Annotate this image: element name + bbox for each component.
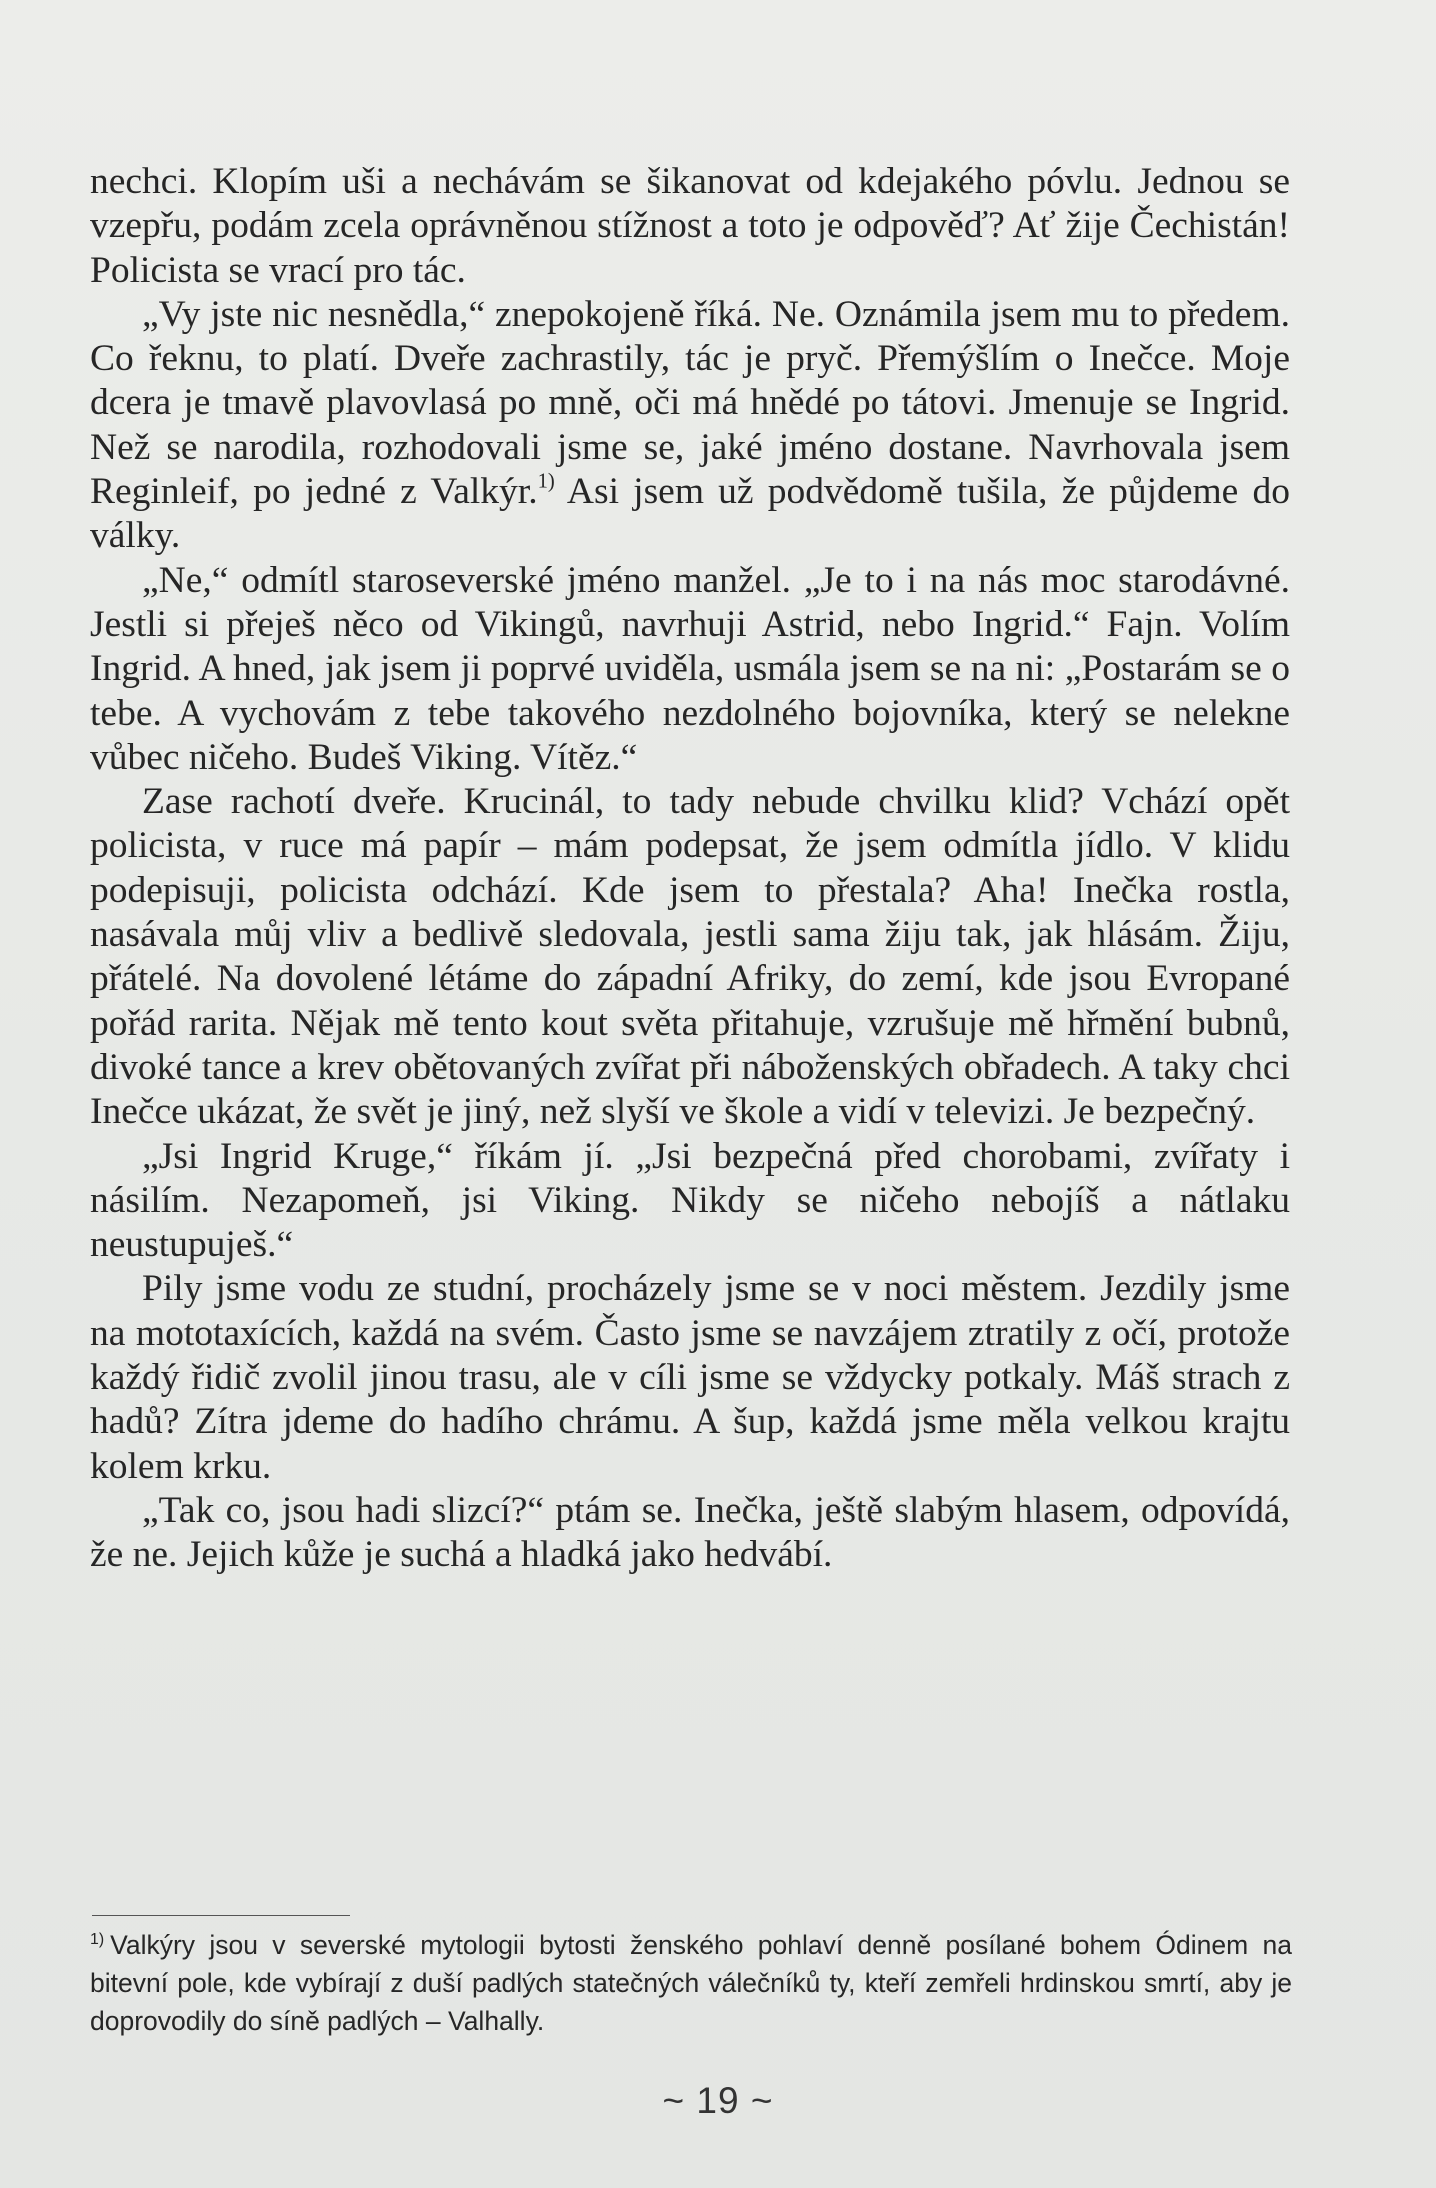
- footnote-reference[interactable]: 1): [537, 470, 555, 493]
- paragraph-1: [90, 160, 1290, 293]
- footnote-paragraph: [90, 1926, 1292, 2040]
- paragraph-2-text: „Vy jste nic nesnědla,“ znepokojeně říká. Ne. Oznámila jsem mu to předem. Co řeknu, to platí. Dveře zachrastily, tác je pryč. Přemýšlím o Inečce. Moje dcera je tmavě plavovlasá po mně, oči má hnědé po tátovi. Jmenuje se Ingrid. Než se narodila, rozhodovali jsme se, jaké jméno dostane. Navrhovala jsem Reginleif, po jedné z Valkýr.: [90, 293, 1290, 513]
- body-text: [90, 160, 1290, 1578]
- page-number: ~ 19 ~: [662, 2080, 774, 2121]
- paragraph-1-text: nechci. Klopím uši a nechávám se šikanovat od kdejakého póvlu. Jednou se vzepřu, podám zcela oprávněnou stížnost a toto je odpověď? Ať žije Čechistán! Policista se vrací pro tác.: [90, 161, 1290, 291]
- footnote-mark: 1): [90, 1931, 105, 1949]
- paragraph-7: [90, 1489, 1290, 1578]
- paragraph-6: [90, 1267, 1290, 1488]
- paragraph-3: [90, 559, 1290, 780]
- paragraph-7-text: „Tak co, jsou hadi slizcí?“ ptám se. Inečka, ještě slabým hlasem, odpovídá, že ne. Jejich kůže je suchá a hladká jako hedvábí.: [90, 1489, 1290, 1576]
- footnote-text: Valkýry jsou v severské mytologii bytosti ženského pohlaví denně posílané bohem Ódinem na bitevní pole, kde vybírají z duší padlých statečných válečníků ty, kteří zemřeli hrdinskou smrtí, aby je doprovodily do síně padlých – Valhally.: [90, 1930, 1292, 2036]
- paragraph-4-text: Zase rachotí dveře. Krucinál, to tady nebude chvilku klid? Vchází opět policista, v ruce má papír – mám podepsat, že jsem odmítla jídlo. V klidu podepisuji, policista odchází. Kde jsem to přestala? Aha! Inečka rostla, nasávala můj vliv a bedlivě sledovala, jestli sama žiju tak, jak hlásám. Žiju, přátelé. Na dovolené létáme do západní Afriky, do zemí, kde jsou Evropané pořád rarita. Nějak mě tento kout světa přitahuje, vzrušuje mě hřmění bubnů, divoké tance a krev obětovaných zvířat při náboženských obřadech. A taky chci Inečce ukázat, že svět je jiný, než slyší ve škole a vidí v televizi. Je bezpečný.: [90, 781, 1290, 1133]
- paragraph-2: [90, 293, 1290, 559]
- paragraph-6-text: Pily jsme vodu ze studní, procházely jsme se v noci městem. Jezdily jsme na mototaxících, každá na svém. Často jsme se navzájem ztratily z očí, protože každý řidič zvolil jinou trasu, ale v cíli jsme se vždycky potkaly. Máš strach z hadů? Zítra jdeme do hadího chrámu. A šup, každá jsme měla velkou krajtu kolem krku.: [90, 1268, 1290, 1487]
- paragraph-4: [90, 780, 1290, 1134]
- paragraph-2-tail: Asi jsem už podvědomě tušila, že půjdeme do války.: [90, 471, 1290, 557]
- footnote: [90, 1926, 1292, 2040]
- paragraph-5: [90, 1135, 1290, 1268]
- paragraph-3-text: „Ne,“ odmítl staroseverské jméno manžel. „Je to i na nás moc starodávné. Jestli si přeješ něco od Vikingů, navrhuji Astrid, nebo Ingrid.“ Fajn. Volím Ingrid. A hned, jak jsem ji poprvé uviděla, usmála jsem se na ni: „Postarám se o tebe. A vychovám z tebe takového nezdolného bojovníka, který se nelekne vůbec ničeho. Budeš Viking. Vítěz.“: [90, 559, 1290, 778]
- paragraph-5-text: „Jsi Ingrid Kruge,“ říkám jí. „Jsi bezpečná před chorobami, zvířaty i násilím. Nezapomeň, jsi Viking. Nikdy se ničeho nebojíš a nátlaku neustupuješ.“: [90, 1135, 1290, 1266]
- footnote-divider: [92, 1915, 350, 1916]
